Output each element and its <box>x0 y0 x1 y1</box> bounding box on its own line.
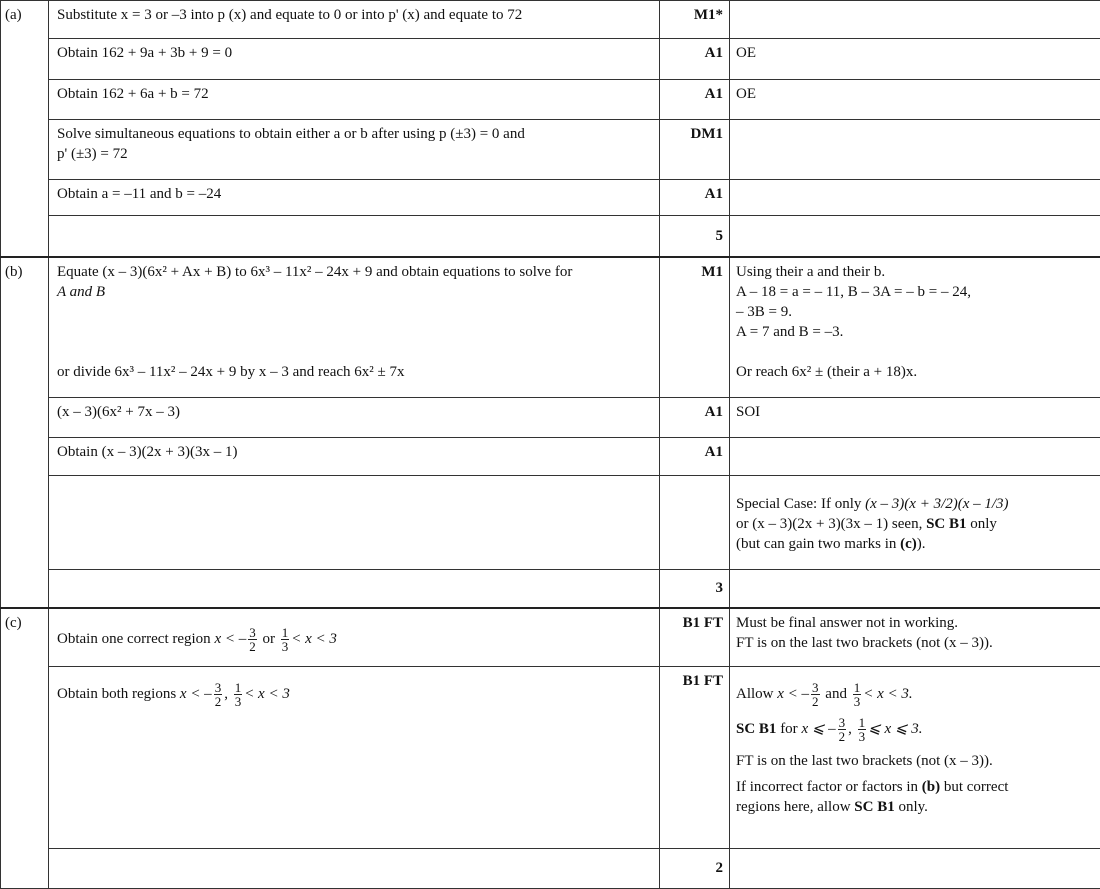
guidance-fragment: (but can gain two marks in <box>736 536 897 553</box>
mark-code: A1 <box>660 437 730 475</box>
mark-code-inline: SC B1 <box>854 799 895 816</box>
method-text-line: A and B <box>57 284 106 301</box>
guidance-fragment: for <box>780 721 798 738</box>
table-row <box>1 569 1100 607</box>
math-expression: x < – <box>214 630 247 647</box>
guidance-fragment: and <box>825 686 847 703</box>
empty-cell <box>49 569 660 607</box>
guidance-fragment: or (x – 3)(2x + 3)(3x – 1) seen, <box>736 516 923 533</box>
denominator: 2 <box>214 694 222 710</box>
guidance-text <box>730 119 1100 179</box>
guidance-fragment: only. <box>898 799 928 816</box>
method-text-line <box>57 681 651 708</box>
mark-code: M1 <box>660 257 730 397</box>
guidance-text: OE <box>730 79 1100 119</box>
guidance-line: – 3B = 9. <box>736 304 792 321</box>
empty-cell <box>730 848 1100 888</box>
fraction <box>811 681 820 708</box>
math-expression: ⩽ x ⩽ 3. <box>868 721 923 738</box>
guidance-line <box>736 494 1094 514</box>
method-text-line: Solve simultaneous equations to obtain either a or b after using p (±3) = 0 and <box>57 125 525 142</box>
part-label-c: (c) <box>1 608 49 889</box>
guidance-line <box>736 716 1094 743</box>
method-text-fragment: Obtain one correct region <box>57 630 211 647</box>
fraction <box>214 681 223 708</box>
mark-code: A1 <box>660 39 730 79</box>
numerator: 1 <box>234 680 242 696</box>
numerator: 3 <box>812 680 819 696</box>
guidance-text: SOI <box>730 397 1100 437</box>
part-total: 3 <box>660 569 730 607</box>
math-expression: x < – <box>777 686 810 703</box>
fraction <box>281 626 290 653</box>
fraction <box>838 716 847 743</box>
part-total: 2 <box>660 848 730 888</box>
mark-code: B1 FT <box>660 667 730 848</box>
mark-code: A1 <box>660 180 730 216</box>
guidance-text <box>730 257 1100 397</box>
numerator: 1 <box>858 715 866 731</box>
fraction <box>248 626 257 653</box>
guidance-fragment: If incorrect factor or factors in <box>736 779 918 796</box>
math-expression: < x < 3. <box>863 686 913 703</box>
table-row <box>1 180 1100 216</box>
denominator: 3 <box>858 729 866 745</box>
guidance-text <box>730 667 1100 848</box>
guidance-text <box>730 180 1100 216</box>
guidance-fragment: , <box>848 721 852 738</box>
denominator: 2 <box>812 694 819 710</box>
method-text: (x – 3)(6x² + 7x – 3) <box>49 397 660 437</box>
guidance-text: OE <box>730 39 1100 79</box>
method-text-fragment: or <box>262 630 275 647</box>
numerator: 1 <box>281 624 289 640</box>
table-row <box>1 39 1100 79</box>
math-expression: x < – <box>179 686 212 703</box>
fraction <box>234 681 243 708</box>
method-text <box>49 608 660 667</box>
numerator: 3 <box>838 715 846 731</box>
method-text: Obtain 162 + 9a + 3b + 9 = 0 <box>49 39 660 79</box>
numerator: 1 <box>853 680 861 696</box>
part-reference: (b) <box>921 779 941 796</box>
empty-cell <box>660 476 730 570</box>
table-row <box>1 79 1100 119</box>
guidance-fragment: but correct <box>943 779 1009 796</box>
special-case-expression: (x – 3)(x + 3/2)(x – 1/3) <box>865 496 1009 513</box>
mark-code: DM1 <box>660 119 730 179</box>
table-row <box>1 119 1100 179</box>
guidance-line: Must be final answer not in working. <box>736 614 959 631</box>
empty-cell <box>49 848 660 888</box>
method-text: Obtain a = –11 and b = –24 <box>49 180 660 216</box>
part-label-a: (a) <box>1 1 49 258</box>
numerator: 3 <box>249 624 256 640</box>
denominator: 3 <box>281 638 289 654</box>
table-row <box>1 848 1100 888</box>
method-text <box>49 667 660 848</box>
mark-code-inline: SC B1 <box>736 721 777 738</box>
method-text: Obtain 162 + 6a + b = 72 <box>49 79 660 119</box>
guidance-line: Using their a and their b. <box>736 264 886 281</box>
special-case-label: Special Case: If only <box>736 496 862 513</box>
table-row <box>1 216 1100 257</box>
math-expression: < x < 3 <box>291 630 337 647</box>
table-row <box>1 476 1100 570</box>
table-row <box>1 667 1100 848</box>
guidance-text <box>730 608 1100 667</box>
empty-cell <box>49 476 660 570</box>
method-text: Obtain (x – 3)(2x + 3)(3x – 1) <box>49 437 660 475</box>
part-reference: (c) <box>900 536 917 553</box>
math-expression: < x < 3 <box>244 686 290 703</box>
table-row <box>1 397 1100 437</box>
guidance-text <box>730 437 1100 475</box>
guidance-line <box>736 777 1094 797</box>
method-text <box>49 119 660 179</box>
method-text-line: p' (±3) = 72 <box>57 145 128 162</box>
guidance-fragment: ). <box>916 536 926 553</box>
numerator: 3 <box>214 680 222 696</box>
guidance-line: A = 7 and B = –3. <box>736 324 844 341</box>
method-text <box>49 257 660 397</box>
math-expression: x ⩽ – <box>801 721 836 738</box>
mark-code: A1 <box>660 79 730 119</box>
mark-code: M1* <box>660 1 730 39</box>
guidance-line: A – 18 = a = – 11, B – 3A = – b = – 24, <box>736 284 971 301</box>
guidance-alt: Or reach 6x² ± (their a + 18)x. <box>736 364 918 381</box>
method-alt-text: or divide 6x³ – 11x² – 24x + 9 by x – 3 and reach 6x² ± 7x <box>57 364 405 381</box>
table-row <box>1 257 1100 397</box>
guidance-text <box>730 1 1100 39</box>
mark-code: A1 <box>660 397 730 437</box>
denominator: 2 <box>838 729 846 745</box>
guidance-fragment: regions here, allow <box>736 799 851 816</box>
fraction <box>853 681 862 708</box>
guidance-line: FT is on the last two brackets (not (x – 3)). <box>736 634 993 651</box>
guidance-fragment: only <box>970 516 997 533</box>
guidance-fragment: Allow <box>736 686 774 703</box>
guidance-line <box>736 681 1094 708</box>
method-text: Substitute x = 3 or –3 into p (x) and equate to 0 or into p' (x) and equate to 72 <box>49 1 660 39</box>
guidance-line <box>736 797 1094 817</box>
guidance-line <box>736 534 1094 554</box>
mark-code-inline: SC B1 <box>926 516 967 533</box>
method-text-line: Equate (x – 3)(6x² + Ax + B) to 6x³ – 11x² – 24x + 9 and obtain equations to solve for <box>57 264 573 281</box>
method-text-fragment: Obtain both regions <box>57 686 177 703</box>
empty-cell <box>730 216 1100 257</box>
table-row <box>1 437 1100 475</box>
mark-code: B1 FT <box>660 608 730 667</box>
guidance-line <box>736 514 1094 534</box>
table-row <box>1 608 1100 667</box>
denominator: 3 <box>853 694 861 710</box>
part-label-b: (b) <box>1 257 49 607</box>
method-text-fragment: , <box>224 686 228 703</box>
table-row <box>1 1 1100 39</box>
empty-cell <box>49 216 660 257</box>
part-total: 5 <box>660 216 730 257</box>
fraction <box>858 716 867 743</box>
guidance-line: FT is on the last two brackets (not (x – 3)). <box>736 753 993 770</box>
empty-cell <box>730 569 1100 607</box>
denominator: 3 <box>234 694 242 710</box>
denominator: 2 <box>249 638 256 654</box>
special-case-note <box>730 476 1100 570</box>
